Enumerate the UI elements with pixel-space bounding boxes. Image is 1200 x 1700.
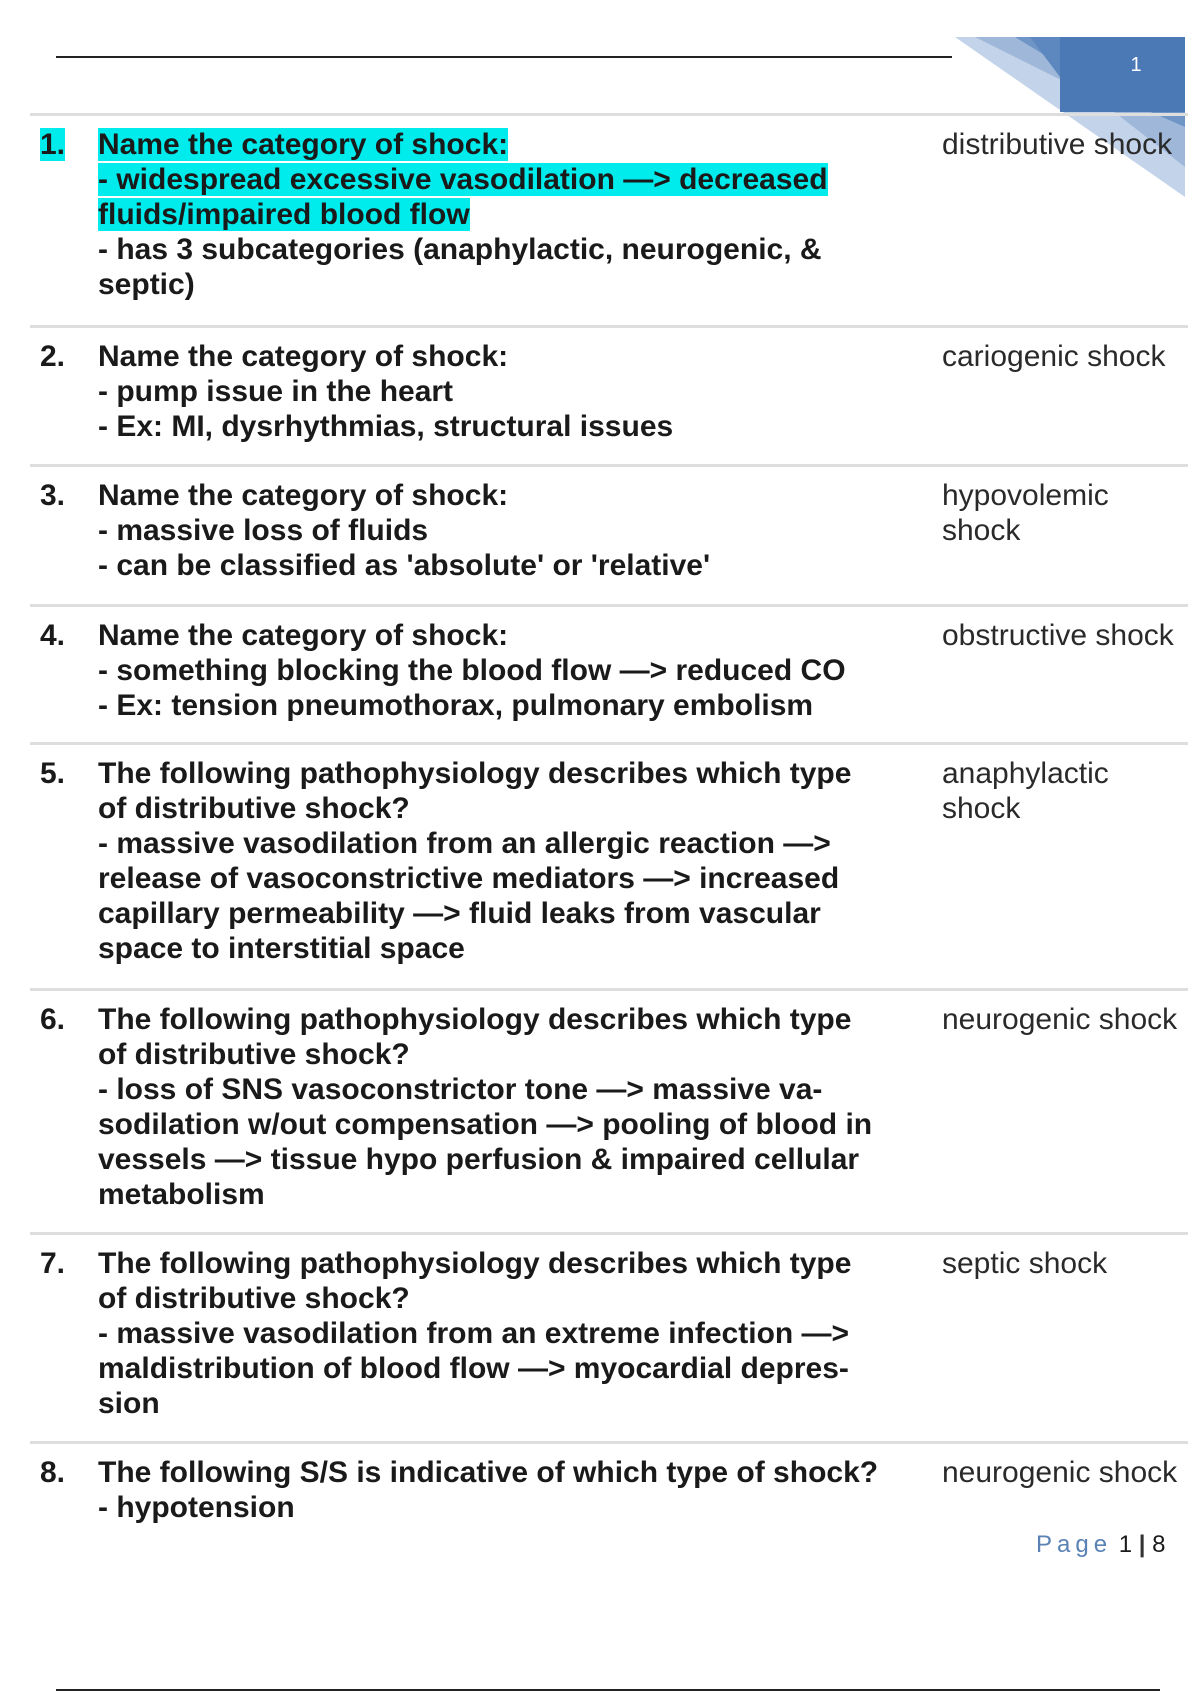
card-question [98,328,938,464]
card-number: 2. [40,340,66,373]
card-answer: hypovolemic shock [942,479,1109,547]
card-question [98,116,938,325]
question-line: sion [98,1387,160,1420]
card-number: 4. [40,619,66,652]
card-number: 7. [40,1247,66,1280]
card-answer: obstructive shock [942,619,1174,652]
question-line: release of vasoconstrictive mediators —> increased [98,862,840,895]
question-line: septic) [98,268,195,301]
page-footer [1036,1531,1166,1559]
page-number-badge: 1 [1130,54,1142,76]
card-answer: neurogenic shock [942,1456,1178,1489]
question-line: maldistribution of blood flow —> myocardial depres- [98,1352,849,1385]
page-total: 8 [1152,1531,1166,1558]
footer-rule [56,1689,1160,1691]
highlighted-text: Name the category of shock: [98,128,509,161]
question-line [98,127,938,162]
question-line: capillary permeability —> fluid leaks from vascular [98,897,821,930]
card-answer: distributive shock [942,128,1173,161]
question-line: - Ex: MI, dysrhythmias, structural issues [98,410,674,443]
flashcard-list [30,113,1188,1530]
question-line: - something blocking the blood flow —> reduced CO [98,654,846,687]
question-line: of distributive shock? [98,792,410,825]
question-line: of distributive shock? [98,1038,410,1071]
question-line [98,162,938,197]
question-line: - massive loss of fluids [98,514,429,547]
card-number: 6. [40,1003,66,1036]
card-question [98,1444,938,1530]
card-question [98,467,938,604]
question-line: space to interstitial space [98,932,465,965]
card-answer: septic shock [942,1247,1108,1280]
highlighted-number: 1. [40,128,66,161]
flashcard-row [30,988,1188,1232]
highlighted-text: fluids/impaired blood flow [98,198,470,231]
flashcard-row [30,325,1188,464]
question-line: Name the category of shock: [98,340,509,373]
flashcard-row [30,604,1188,742]
flashcard-row [30,113,1188,325]
question-line: The following pathophysiology describes which type [98,1247,852,1280]
flashcard-row [30,742,1188,988]
card-question [98,1235,938,1441]
header-rule [56,56,952,58]
card-number: 3. [40,479,66,512]
flashcard-row [30,1232,1188,1441]
flashcard-row [30,464,1188,604]
question-line: - Ex: tension pneumothorax, pulmonary embolism [98,689,814,722]
question-line: - hypotension [98,1491,295,1524]
card-answer: anaphylactic shock [942,757,1109,825]
highlighted-text: - widespread excessive vasodilation —> decreased [98,163,828,196]
question-line: sodilation w/out compensation —> pooling of blood in [98,1108,873,1141]
question-line: The following pathophysiology describes which type [98,757,852,790]
question-line: - massive vasodilation from an extreme infection —> [98,1317,850,1350]
card-answer: neurogenic shock [942,1003,1178,1036]
question-line: metabolism [98,1178,265,1211]
question-line: of distributive shock? [98,1282,410,1315]
card-number: 5. [40,757,66,790]
card-number: 8. [40,1456,66,1489]
question-line: - massive vasodilation from an allergic reaction —> [98,827,831,860]
page-separator: | [1138,1531,1146,1558]
card-question [98,991,938,1232]
card-question [98,745,938,988]
question-line: - loss of SNS vasoconstrictor tone —> massive va- [98,1073,823,1106]
question-line [98,197,938,232]
question-line: vessels —> tissue hypo perfusion & impaired cellular [98,1143,860,1176]
card-question [98,607,938,742]
card-number [30,116,98,325]
question-line: - can be classified as 'absolute' or 'relative' [98,549,711,582]
flashcard-row [30,1441,1188,1530]
question-line: Name the category of shock: [98,619,509,652]
question-line: The following pathophysiology describes which type [98,1003,852,1036]
question-line: - pump issue in the heart [98,375,454,408]
page-label: Page [1036,1531,1113,1558]
question-line: - has 3 subcategories (anaphylactic, neurogenic, & [98,233,822,266]
page-current: 1 [1118,1531,1133,1558]
question-line: The following S/S is indicative of which type of shock? [98,1456,879,1489]
question-line: Name the category of shock: [98,479,509,512]
card-answer: cariogenic shock [942,340,1166,373]
